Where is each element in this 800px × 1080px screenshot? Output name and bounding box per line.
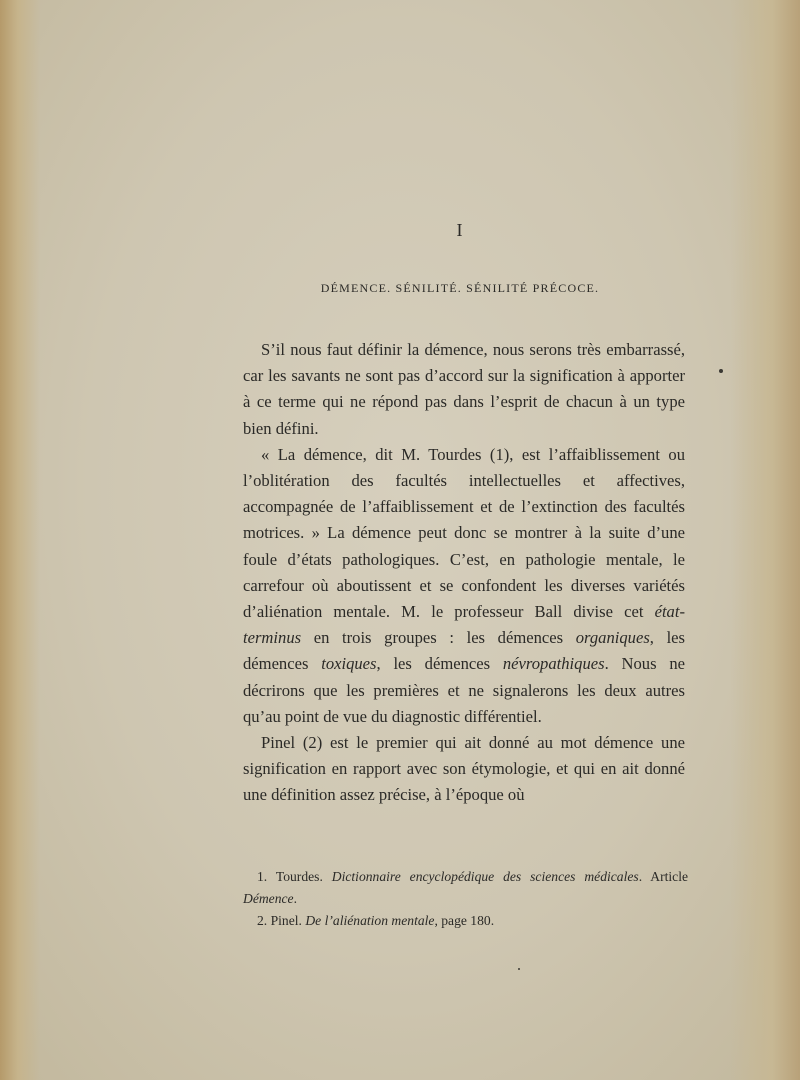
ink-speck <box>719 369 723 373</box>
footnote-run-italic: De l’aliénation mentale <box>305 913 435 928</box>
text-run: « La démence, dit M. Tourdes (1), est l’affaiblissement ou l’oblitération des facultés intellectuelles et affectives, accompagnée de l’affaiblissement et de l’extinction des facultés motrices. » La démence peut donc se montrer à la suite d’une foule d’états pathologiques. C’est, en pathologie mentale, le carrefour où aboutissent et se confondent les diverses variétés d’aliénation mentale. M. le professeur Ball divise cet <box>243 444 685 622</box>
text-run: . Nous ne décrirons que les premières et ne signalerons les deux autres qu’au point de vue du diagnostic différentiel. <box>243 654 685 726</box>
text-run: , les démences <box>376 654 503 674</box>
text-run-italic: névropathiques <box>502 654 605 674</box>
chapter-title: DÉMENCE. SÉNILITÉ. SÉNILITÉ PRÉCOCE. <box>320 281 600 295</box>
text-run-italic: toxiques <box>321 654 377 674</box>
text-run-italic: état-terminus <box>243 602 685 648</box>
paragraph <box>243 442 685 730</box>
footnote-run: 2. Pinel. <box>257 913 306 928</box>
page-edge-right <box>730 0 800 1080</box>
text-run: , les démences <box>243 628 686 674</box>
ink-speck <box>518 968 520 970</box>
footnote-run: . <box>293 891 297 906</box>
paragraph <box>243 730 685 809</box>
text-run: S’il nous faut définir la démence, nous serons très embarrassé, car les savants ne sont pas d’accord sur la signification à apporter à ce terme qui ne répond pas dans l’esprit de chacun à un type bien défini. <box>243 340 685 438</box>
footnote <box>243 910 688 932</box>
footnote <box>243 866 688 910</box>
text-run: en trois groupes : les démences <box>301 628 576 648</box>
text-run: Pinel (2) est le premier qui ait donné au mot démence une signification en rapport avec son étymologie, et qui en ait donné une définition assez précise, à l’époque où <box>243 733 685 805</box>
footnote-run: , page 180. <box>434 913 495 928</box>
footnote-run: 1. Tourdes. <box>257 869 332 884</box>
footnotes <box>243 866 688 932</box>
footnote-run-italic: Démence <box>243 891 294 906</box>
text-run-italic: organiques <box>575 628 650 648</box>
chapter-number: I <box>456 220 464 240</box>
body-text <box>243 337 685 809</box>
page-edge-left <box>0 0 40 1080</box>
footnote-run-italic: Dictionnaire encyclopédique des sciences médicales <box>331 869 639 884</box>
paragraph <box>243 337 685 442</box>
footnote-run: . Article <box>638 869 689 884</box>
